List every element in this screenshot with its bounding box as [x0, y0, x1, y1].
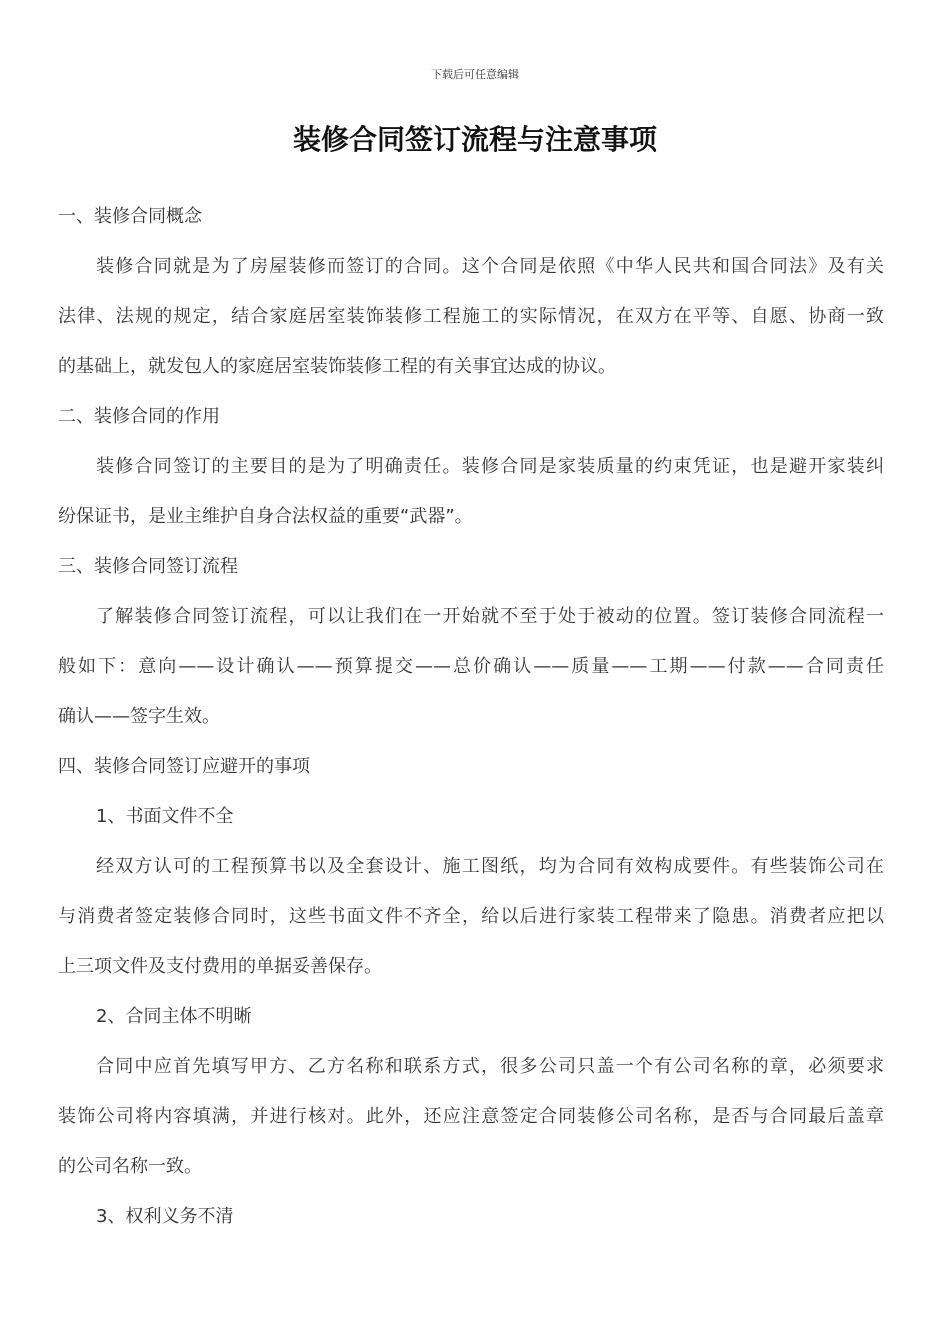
section-4-item-2-paragraph-line-1: 合同中应首先填写甲方、乙方名称和联系方式，很多公司只盖一个有公司名称的章，必须要求: [96, 1056, 884, 1077]
section-2-paragraph-line-1: 装修合同签订的主要目的是为了明确责任。装修合同是家装质量的约束凭证，也是避开家装纠: [96, 456, 884, 477]
section-4-item-1-paragraph-line-2: 与消费者签定装修合同时，这些书面文件不齐全，给以后进行家装工程带来了隐患。消费者应把以: [58, 906, 884, 927]
section-4-heading: 四、装修合同签订应避开的事项: [58, 756, 310, 777]
section-4-item-1-paragraph-line-1: 经双方认可的工程预算书以及全套设计、施工图纸，均为合同有效构成要件。有些装饰公司在: [96, 856, 884, 877]
section-4-item-1-subheading: 1、书面文件不全: [96, 806, 234, 827]
section-1-paragraph-line-1: 装修合同就是为了房屋装修而签订的合同。这个合同是依照《中华人民共和国合同法》及有关: [96, 256, 884, 277]
document-title: 装修合同签订流程与注意事项: [292, 123, 657, 156]
document-body: [58, 192, 884, 1242]
section-3-paragraph-line-1: 了解装修合同签订流程，可以让我们在一开始就不至于处于被动的位置。签订装修合同流程一: [96, 606, 884, 627]
section-3-heading: 三、装修合同签订流程: [58, 556, 238, 577]
section-2-heading: 二、装修合同的作用: [58, 406, 220, 427]
section-4-item-3-subheading: 3、权利义务不清: [96, 1206, 234, 1227]
section-4-item-2-subheading: 2、合同主体不明晰: [96, 1006, 252, 1027]
header-note: 下载后可任意编辑: [431, 68, 519, 81]
section-4-item-1-paragraph-line-3: 上三项文件及支付费用的单据妥善保存。: [58, 956, 382, 977]
section-1-heading: 一、装修合同概念: [58, 206, 202, 227]
section-3-paragraph-line-2: 般如下：意向——设计确认——预算提交——总价确认——质量——工期——付款——合同责任: [58, 656, 884, 677]
section-1-paragraph-line-3: 的基础上，就发包人的家庭居室装饰装修工程的有关事宜达成的协议。: [58, 356, 616, 377]
section-4-item-2-paragraph-line-2: 装饰公司将内容填满，并进行核对。此外，还应注意签定合同装修公司名称，是否与合同最后盖章: [58, 1106, 884, 1127]
section-3-paragraph-line-3: 确认——签字生效。: [58, 706, 220, 727]
section-1-paragraph-line-2: 法律、法规的规定，结合家庭居室装饰装修工程施工的实际情况，在双方在平等、自愿、协商一致: [58, 306, 884, 327]
section-4-item-2-paragraph-line-3: 的公司名称一致。: [58, 1156, 202, 1177]
section-2-paragraph-line-2: 纷保证书，是业主维护自身合法权益的重要“武器”。: [58, 506, 473, 527]
